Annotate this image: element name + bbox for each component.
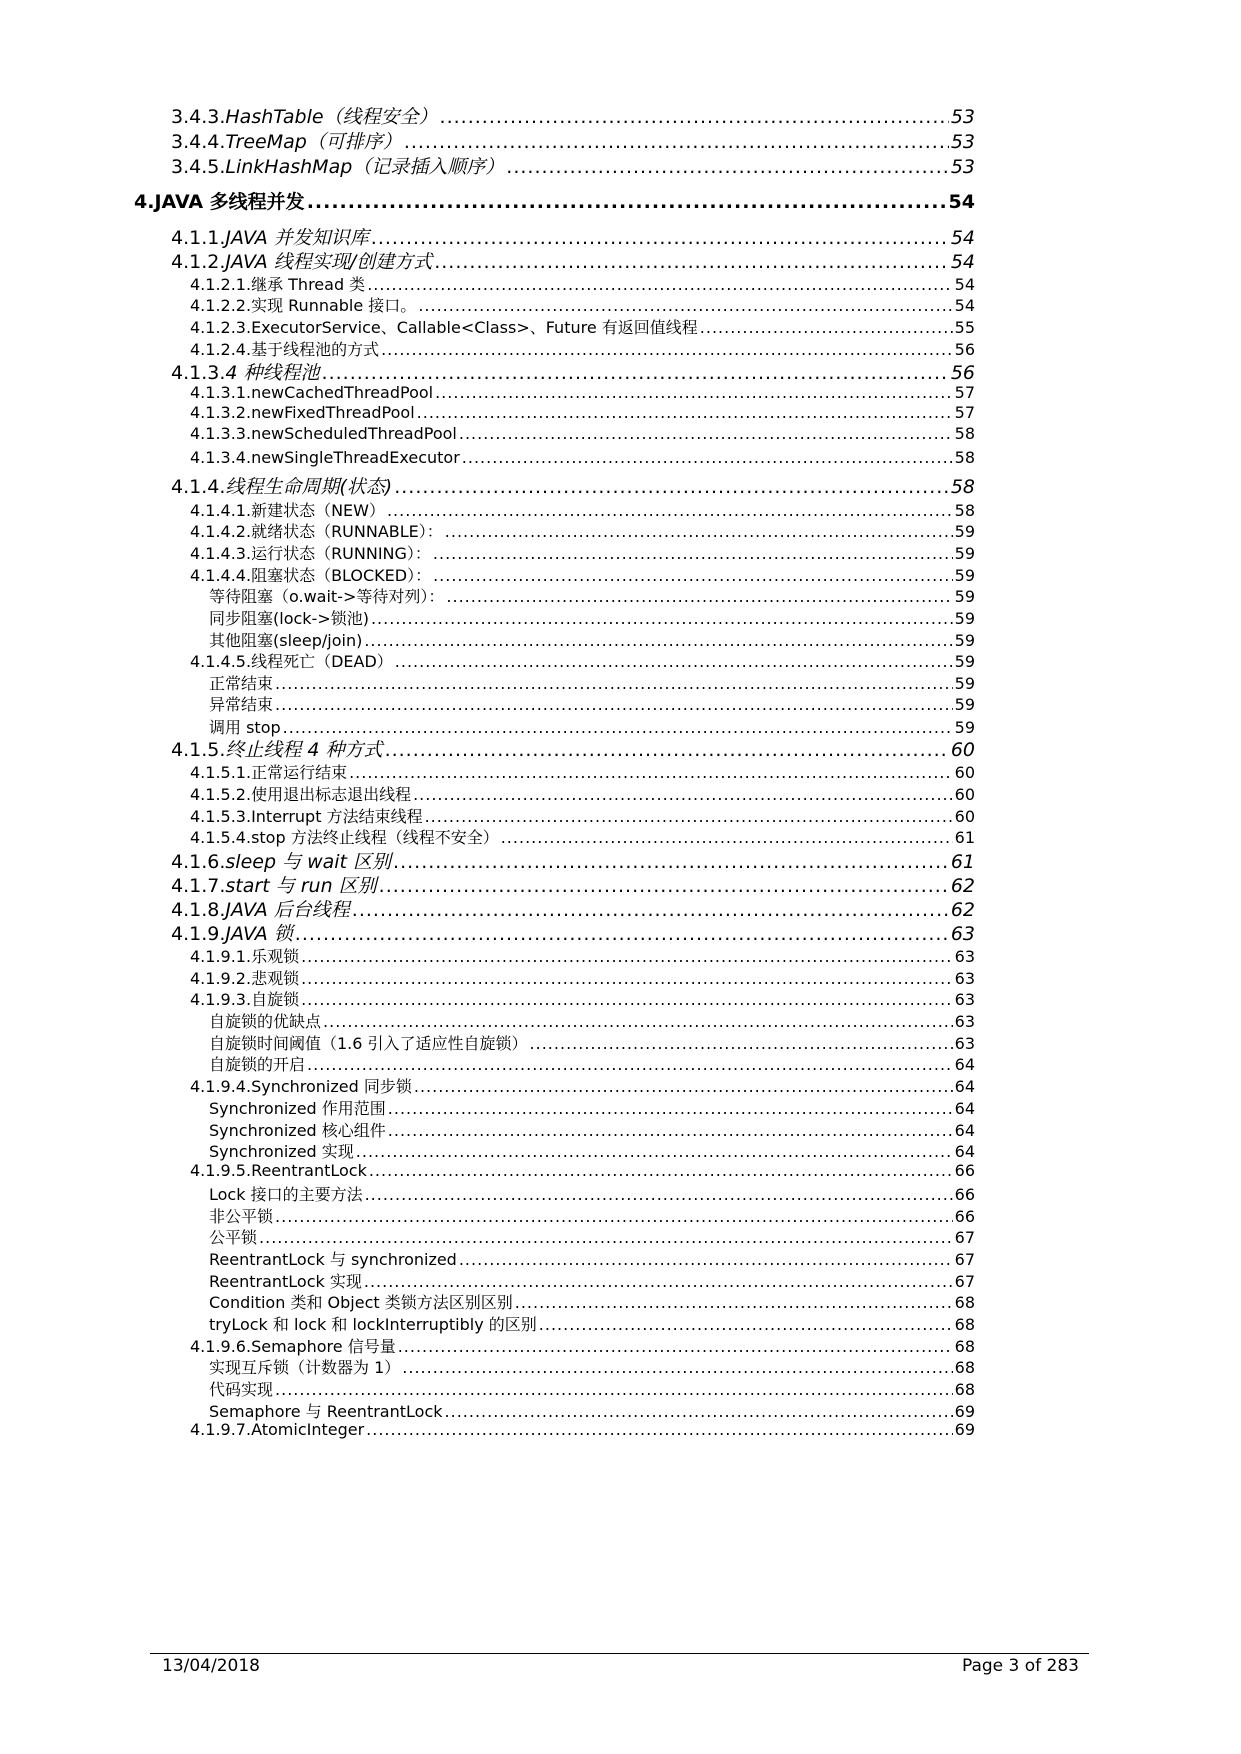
toc-entry-page: 59 (954, 674, 975, 693)
toc-entry-number: 4.1.4.4. (190, 566, 252, 585)
toc-dot-leader (371, 227, 949, 249)
toc-entry-title: HashTable（线程安全） (225, 106, 438, 128)
toc-entry[interactable] (190, 563, 975, 586)
toc-entry[interactable] (190, 337, 975, 360)
toc-entry-page: 55 (954, 318, 975, 337)
toc-entry[interactable] (209, 1096, 975, 1119)
toc-entry[interactable] (171, 127, 975, 154)
toc-entry-title: newScheduledThreadPool (251, 424, 457, 443)
toc-entry-page: 53 (950, 106, 975, 128)
toc-entry-title: JAVA 线程实现/创建方式 (225, 251, 433, 273)
toc-entry-page: 63 (954, 990, 975, 1009)
toc-dot-leader (459, 1250, 953, 1269)
toc-entry[interactable] (171, 895, 975, 922)
toc-entry-title: Semaphore 信号量 (251, 1337, 396, 1356)
toc-dot-leader (530, 1034, 953, 1053)
toc-entry-page: 60 (954, 807, 975, 826)
toc-entry-page: 54 (954, 296, 975, 315)
toc-entry-page: 63 (954, 969, 975, 988)
toc-entry-title: ReentrantLock (251, 1161, 367, 1180)
toc-entry-page: 59 (954, 695, 975, 714)
toc-entry-page: 68 (954, 1337, 975, 1356)
toc-entry-page: 60 (950, 739, 975, 761)
toc-entry-number: 4.1.9.2. (190, 969, 252, 988)
toc-entry-number: 4.1.4. (171, 476, 226, 498)
toc-entry[interactable] (190, 804, 975, 827)
toc-dot-leader (425, 807, 953, 826)
toc-entry-title: 正常运行结束 (251, 763, 348, 782)
toc-entry-number: 4.1.5.1. (190, 763, 252, 782)
toc-entry-page: 60 (954, 763, 975, 782)
toc-dot-leader (388, 1121, 953, 1140)
toc-entry-page: 59 (954, 522, 975, 541)
toc-entry-title: 基于线程池的方式 (251, 340, 380, 359)
toc-entry-page: 69 (954, 1420, 975, 1439)
toc-entry-number: 4.1.9.7. (190, 1420, 252, 1439)
toc-dot-leader (433, 544, 953, 563)
toc-entry-page: 54 (950, 251, 975, 273)
toc-dot-leader (371, 609, 953, 628)
toc-entry[interactable] (190, 1074, 975, 1097)
toc-entry[interactable] (171, 223, 975, 250)
toc-entry-number: 4.1.4.3. (190, 544, 252, 563)
toc-entry-page: 67 (954, 1250, 975, 1269)
toc-entry[interactable] (171, 102, 975, 129)
toc-entry-number: 4.1.6. (171, 851, 226, 873)
toc-dot-leader (402, 1358, 952, 1377)
toc-entry-number: 4.1.2.4. (190, 340, 252, 359)
toc-entry-title: 使用退出标志退出线程 (251, 785, 412, 804)
toc-entry-title: 公平锁 (209, 1228, 258, 1247)
toc-entry[interactable] (209, 1377, 975, 1400)
toc-dot-leader (700, 318, 953, 337)
toc-entry-page: 54 (950, 227, 975, 249)
toc-dot-leader (446, 587, 952, 606)
toc-entry-number: 4.1.2.1. (190, 275, 252, 294)
toc-dot-leader (352, 899, 949, 921)
toc-entry-number: 4.1.9. (171, 923, 226, 945)
toc-entry-number: 4.1.3. (171, 362, 226, 384)
toc-entry-number: 4.1.2.3. (190, 318, 252, 337)
toc-entry-page: 64 (954, 1077, 975, 1096)
toc-dot-leader (440, 106, 949, 128)
toc-entry-title: 实现互斥锁（计数器为 1） (209, 1358, 401, 1377)
toc-entry-title: newSingleThreadExecutor (251, 448, 460, 467)
toc-entry-title: 自旋锁 (251, 990, 300, 1009)
toc-entry-title: 运行状态（RUNNING）： (251, 544, 431, 563)
toc-entry-title: Lock 接口的主要方法 (209, 1185, 363, 1204)
toc-entry[interactable] (190, 424, 975, 443)
toc-entry-title: 实现 Runnable 接口。 (251, 296, 417, 315)
toc-entry-number: 4. (134, 191, 155, 213)
toc-dot-leader (365, 1185, 953, 1204)
toc-dot-leader (322, 362, 949, 384)
toc-dot-leader (295, 923, 949, 945)
toc-entry-title: ReentrantLock 与 synchronized (209, 1250, 457, 1269)
toc-dot-leader (434, 251, 949, 273)
toc-entry-page: 66 (954, 1185, 975, 1204)
toc-dot-leader (418, 296, 952, 315)
toc-entry-title: Condition 类和 Object 类锁方法区别区别 (209, 1293, 513, 1312)
toc-dot-leader (356, 1142, 953, 1161)
toc-entry[interactable] (209, 1247, 975, 1270)
toc-entry-title: 终止线程 4 种方式 (225, 739, 383, 761)
toc-entry[interactable] (209, 671, 975, 694)
toc-entry[interactable] (190, 966, 975, 989)
toc-entry[interactable] (171, 847, 975, 874)
toc-dot-leader (301, 969, 953, 988)
toc-entry[interactable] (209, 1290, 975, 1313)
toc-entry-title: newCachedThreadPool (251, 383, 434, 402)
toc-entry[interactable] (171, 247, 975, 274)
toc-entry-title: 自旋锁的优缺点 (209, 1012, 322, 1031)
footer-date: 13/04/2018 (162, 1656, 260, 1676)
toc-entry-number: 4.1.3.4. (190, 448, 252, 467)
toc-entry[interactable] (209, 1182, 975, 1205)
toc-entry-title: Synchronized 作用范围 (209, 1099, 386, 1118)
toc-entry[interactable] (190, 315, 975, 338)
toc-entry-title: ReentrantLock 实现 (209, 1272, 362, 1291)
toc-entry-title: newFixedThreadPool (251, 403, 415, 422)
toc-entry[interactable] (209, 692, 975, 715)
toc-entry-title: 异常结束 (209, 695, 274, 714)
toc-dot-leader (275, 674, 953, 693)
toc-entry-title: 乐观锁 (251, 947, 300, 966)
toc-entry[interactable] (190, 825, 975, 848)
toc-dot-leader (435, 383, 953, 402)
toc-entry[interactable] (171, 358, 975, 385)
toc-entry[interactable] (209, 1204, 975, 1227)
toc-dot-leader (398, 1337, 953, 1356)
toc-dot-leader (501, 828, 953, 847)
toc-entry[interactable] (171, 919, 975, 946)
toc-entry-title: 继承 Thread 类 (251, 275, 366, 294)
toc-entry-page: 53 (950, 156, 975, 178)
toc-entry-title: Semaphore 与 ReentrantLock (209, 1402, 443, 1421)
toc-entry[interactable] (209, 1355, 975, 1378)
toc-entry-title: Synchronized 同步锁 (251, 1077, 412, 1096)
toc-entry-page: 59 (954, 587, 975, 606)
toc-entry[interactable] (171, 152, 975, 179)
footer-divider (150, 1653, 1089, 1654)
toc-dot-leader (381, 340, 953, 359)
toc-entry-number: 4.1.2. (171, 251, 226, 273)
toc-entry-title: 线程死亡（DEAD） (251, 652, 393, 671)
toc-entry[interactable] (171, 472, 975, 499)
toc-entry[interactable] (171, 871, 975, 898)
toc-entry-title: 其他阻塞(sleep/join) (209, 631, 363, 650)
toc-entry-title: 新建状态（NEW） (251, 501, 385, 520)
toc-dot-leader (323, 1012, 953, 1031)
toc-dot-leader (307, 1055, 953, 1074)
toc-entry[interactable] (209, 1312, 975, 1335)
toc-dot-leader (275, 1207, 953, 1226)
toc-entry-title: TreeMap（可排序） (225, 131, 402, 153)
toc-entry[interactable] (190, 272, 975, 295)
toc-entry[interactable] (190, 1161, 975, 1180)
toc-dot-leader (393, 851, 949, 873)
toc-entry-title: Synchronized 实现 (209, 1142, 354, 1161)
toc-entry[interactable] (209, 1009, 975, 1032)
toc-entry-title: LinkHashMap（记录插入顺序） (225, 156, 505, 178)
toc-entry[interactable] (190, 1334, 975, 1357)
toc-dot-leader (364, 1272, 953, 1291)
toc-entry[interactable] (209, 1052, 975, 1075)
toc-entry-page: 68 (954, 1358, 975, 1377)
toc-entry-title: Interrupt 方法结束线程 (251, 807, 423, 826)
toc-entry-number: 4.1.4.2. (190, 522, 252, 541)
toc-entry-page: 68 (954, 1315, 975, 1334)
toc-entry-page: 58 (954, 424, 975, 443)
toc-entry-number: 4.1.9.6. (190, 1337, 252, 1356)
toc-entry-page: 59 (954, 544, 975, 563)
toc-dot-leader (366, 1420, 952, 1439)
toc-entry[interactable] (190, 498, 975, 521)
toc-entry[interactable] (209, 606, 975, 629)
toc-dot-leader (307, 191, 947, 213)
toc-entry-number: 4.1.8. (171, 899, 226, 921)
toc-entry[interactable] (190, 1420, 975, 1439)
toc-entry-title: 非公平锁 (209, 1207, 274, 1226)
toc-entry[interactable] (209, 1225, 975, 1248)
toc-entry[interactable] (190, 403, 975, 422)
toc-entry-title: 悲观锁 (251, 969, 300, 988)
toc-entry-page: 59 (954, 718, 975, 737)
toc-entry-title: JAVA 后台线程 (225, 899, 350, 921)
toc-entry[interactable] (190, 541, 975, 564)
toc-entry-number: 4.1.3.3. (190, 424, 252, 443)
toc-entry-title: 4 种线程池 (225, 362, 320, 384)
toc-entry-page: 58 (950, 476, 975, 498)
toc-entry-number: 4.1.5.3. (190, 807, 252, 826)
toc-entry[interactable] (190, 649, 975, 672)
toc-entry-title: tryLock 和 lock 和 lockInterruptibly 的区别 (209, 1315, 537, 1334)
toc-entry-page: 67 (954, 1272, 975, 1291)
toc-entry[interactable] (190, 987, 975, 1010)
toc-dot-leader (301, 990, 953, 1009)
toc-entry-number: 4.1.4.1. (190, 501, 252, 520)
toc-entry-title: 调用 stop (209, 718, 281, 737)
toc-entry-number: 4.1.5.2. (190, 785, 252, 804)
toc-entry-number: 4.1.4.5. (190, 652, 252, 671)
toc-entry-page: 57 (954, 403, 975, 422)
toc-dot-leader (414, 1077, 953, 1096)
toc-entry-page: 63 (954, 1034, 975, 1053)
toc-entry-page: 64 (954, 1055, 975, 1074)
toc-entry-title: sleep 与 wait 区别 (225, 851, 392, 873)
toc-entry-number: 4.1.9.3. (190, 990, 252, 1009)
toc-entry-number: 4.1.3.1. (190, 383, 252, 402)
toc-entry[interactable] (190, 760, 975, 783)
toc-entry[interactable] (209, 584, 975, 607)
toc-dot-leader (459, 424, 953, 443)
toc-dot-leader (404, 131, 949, 153)
toc-entry-title: 就绪状态（RUNNABLE）： (251, 522, 443, 541)
toc-dot-leader (417, 403, 953, 422)
toc-dot-leader (275, 695, 953, 714)
toc-entry-number: 4.1.7. (171, 875, 226, 897)
toc-entry-page: 66 (954, 1207, 975, 1226)
toc-entry-title: JAVA 并发知识库 (225, 227, 369, 249)
toc-dot-leader (445, 1402, 953, 1421)
toc-entry[interactable] (190, 782, 975, 805)
toc-entry[interactable] (209, 1399, 975, 1422)
toc-entry-title: stop 方法终止线程（线程不安全） (251, 828, 499, 847)
toc-entry-page: 53 (950, 131, 975, 153)
toc-entry[interactable] (209, 1118, 975, 1141)
toc-dot-leader (515, 1293, 953, 1312)
toc-dot-leader (433, 566, 953, 585)
toc-dot-leader (301, 947, 953, 966)
toc-dot-leader (275, 1380, 953, 1399)
toc-entry-title: 线程生命周期(状态) (225, 476, 393, 498)
footer-page-number: Page 3 of 283 (961, 1656, 1079, 1676)
toc-entry[interactable] (190, 448, 975, 467)
toc-dot-leader (413, 785, 953, 804)
toc-entry-number: 4.1.5. (171, 739, 226, 761)
toc-entry-page: 59 (954, 566, 975, 585)
toc-entry-number: 3.4.3. (171, 106, 226, 128)
toc-entry[interactable] (209, 1269, 975, 1292)
toc-entry-number: 4.1.5.4. (190, 828, 252, 847)
toc-dot-leader (462, 448, 953, 467)
toc-dot-leader (379, 875, 949, 897)
toc-entry-page: 56 (954, 340, 975, 359)
toc-entry-page: 62 (950, 875, 975, 897)
toc-entry-title: 自旋锁的开启 (209, 1055, 306, 1074)
toc-entry-page: 64 (954, 1142, 975, 1161)
toc-dot-leader (387, 501, 953, 520)
toc-entry-title: AtomicInteger (251, 1420, 365, 1439)
toc-entry-page: 63 (950, 923, 975, 945)
toc-entry[interactable] (209, 1031, 975, 1054)
toc-entry-number: 4.1.1. (171, 227, 226, 249)
toc-entry[interactable] (209, 628, 975, 651)
toc-entry-number: 4.1.2.2. (190, 296, 252, 315)
toc-dot-leader (539, 1315, 953, 1334)
toc-dot-leader (385, 739, 949, 761)
toc-entry-number: 4.1.9.4. (190, 1077, 252, 1096)
toc-entry-page: 69 (954, 1402, 975, 1421)
toc-entry-page: 58 (954, 501, 975, 520)
toc-entry-page: 63 (954, 947, 975, 966)
toc-entry-number: 4.1.3.2. (190, 403, 252, 422)
toc-entry-title: 阻塞状态（BLOCKED）： (251, 566, 432, 585)
toc-dot-leader (388, 1099, 953, 1118)
toc-entry[interactable] (190, 519, 975, 542)
toc-entry-page: 57 (954, 383, 975, 402)
toc-entry[interactable] (190, 944, 975, 967)
toc-entry-title: Synchronized 核心组件 (209, 1121, 386, 1140)
toc-entry-page: 66 (954, 1161, 975, 1180)
toc-entry-page: 59 (954, 652, 975, 671)
toc-entry-title: 自旋锁时间阈值（1.6 引入了适应性自旋锁） (209, 1034, 528, 1053)
toc-entry-title: 正常结束 (209, 674, 274, 693)
toc-entry-page: 56 (950, 362, 975, 384)
toc-entry-title: 等待阻塞（o.wait->等待对列）： (209, 587, 445, 606)
toc-dot-leader (349, 763, 953, 782)
toc-dot-leader (395, 652, 953, 671)
toc-entry-page: 68 (954, 1293, 975, 1312)
toc-entry-page: 64 (954, 1099, 975, 1118)
toc-entry[interactable] (190, 383, 975, 402)
toc-entry-title: 代码实现 (209, 1380, 274, 1399)
toc-dot-leader (364, 631, 952, 650)
toc-entry[interactable] (171, 735, 975, 762)
toc-dot-leader (369, 1161, 953, 1180)
toc-entry[interactable] (134, 187, 975, 214)
toc-entry-page: 54 (948, 191, 975, 213)
toc-entry-page: 62 (950, 899, 975, 921)
toc-entry-title: ExecutorService、Callable<Class>、Future 有返回值线程 (251, 318, 698, 337)
toc-entry-page: 60 (954, 785, 975, 804)
toc-entry-number: 3.4.4. (171, 131, 226, 153)
toc-dot-leader (394, 476, 949, 498)
toc-dot-leader (367, 275, 952, 294)
toc-entry-page: 63 (954, 1012, 975, 1031)
toc-entry-page: 68 (954, 1380, 975, 1399)
toc-entry-title: JAVA 锁 (225, 923, 293, 945)
toc-entry-page: 54 (954, 275, 975, 294)
toc-entry-number: 4.1.9.1. (190, 947, 252, 966)
toc-entry-page: 59 (954, 631, 975, 650)
toc-entry-title: 同步阻塞(lock->锁池) (209, 609, 369, 628)
toc-entry-page: 67 (954, 1228, 975, 1247)
toc-entry-page: 64 (954, 1121, 975, 1140)
toc-entry-page: 59 (954, 609, 975, 628)
toc-entry-number: 3.4.5. (171, 156, 226, 178)
toc-entry-title: JAVA 多线程并发 (154, 191, 305, 213)
toc-entry-page: 58 (954, 448, 975, 467)
toc-dot-leader (445, 522, 953, 541)
toc-dot-leader (259, 1228, 953, 1247)
toc-entry-page: 61 (950, 851, 975, 873)
toc-entry[interactable] (190, 293, 975, 316)
toc-entry-page: 61 (954, 828, 975, 847)
toc-entry-number: 4.1.9.5. (190, 1161, 252, 1180)
toc-entry[interactable] (209, 1139, 975, 1162)
toc-entry-title: start 与 run 区别 (225, 875, 377, 897)
toc-dot-leader (506, 156, 949, 178)
